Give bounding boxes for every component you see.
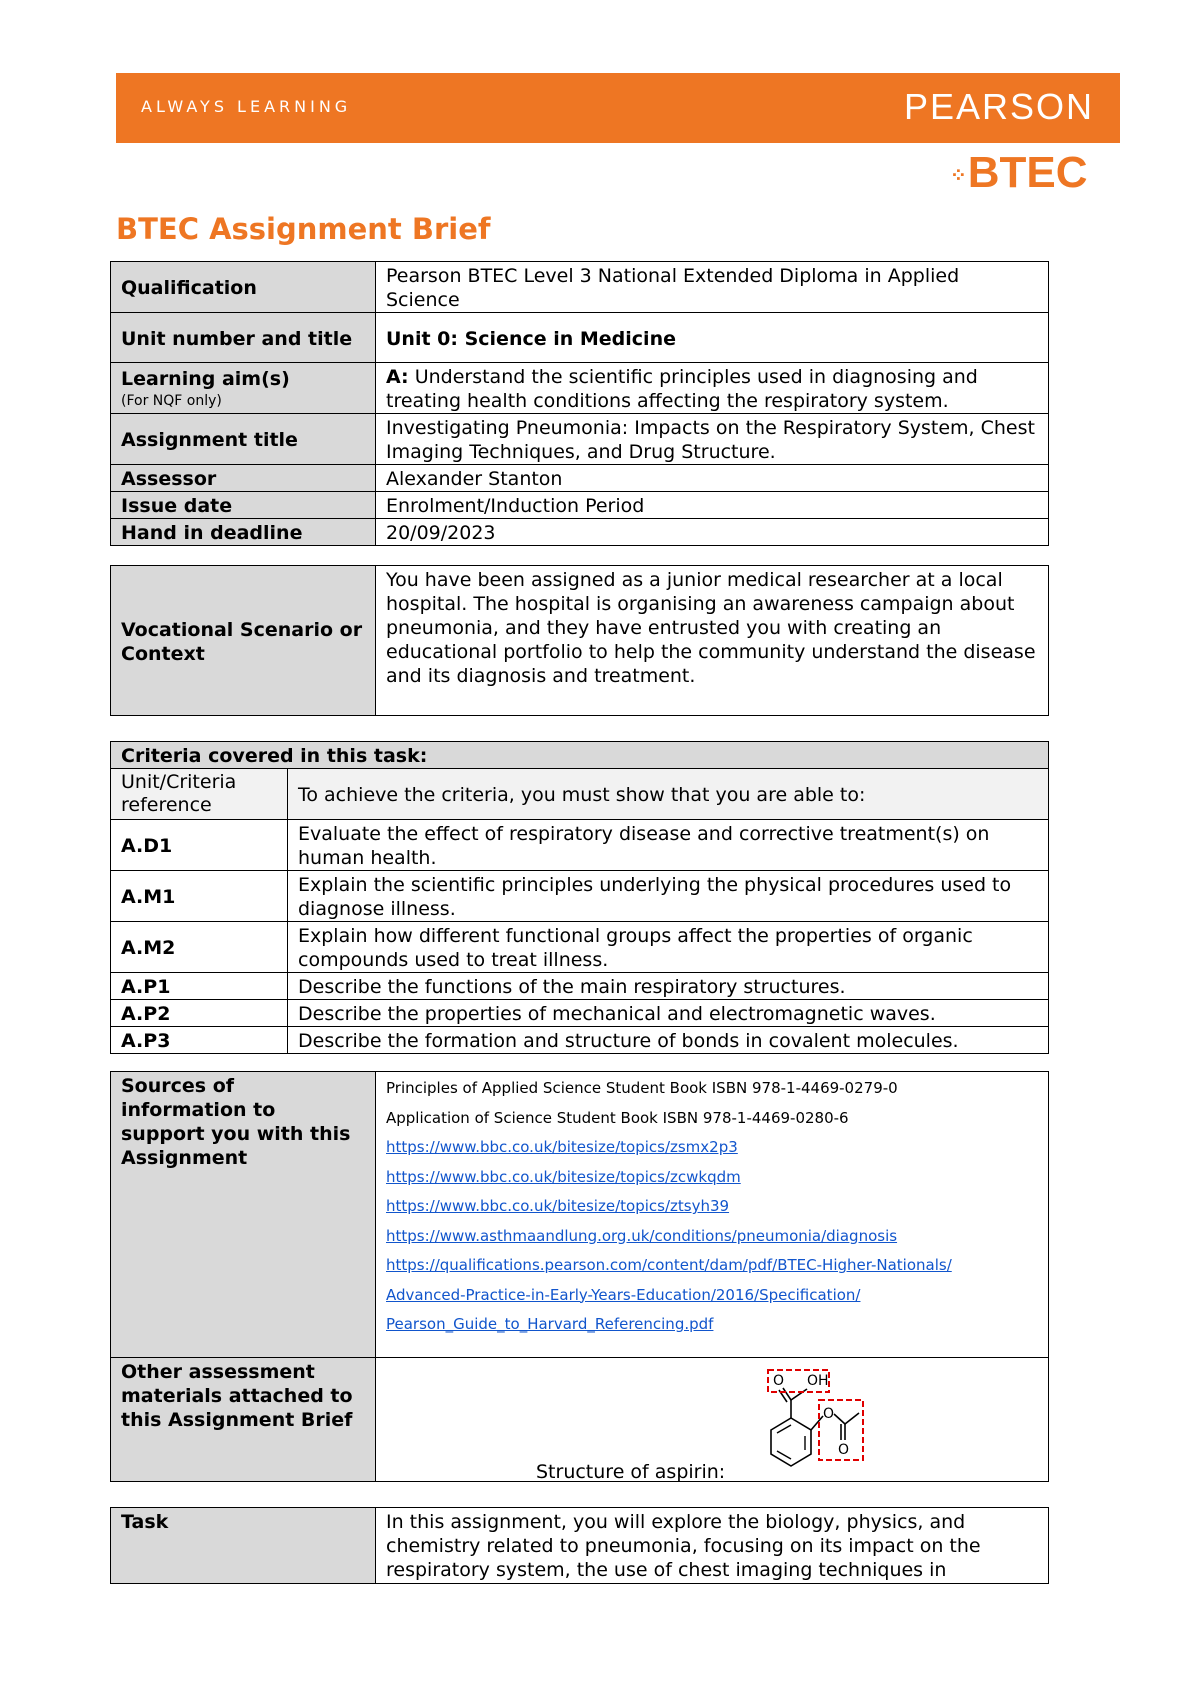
aspirin-figure <box>376 1358 1048 1483</box>
source-link[interactable]: https://www.bbc.co.uk/bitesize/topics/zsmx2p3 <box>386 1138 738 1156</box>
qualification-label: Qualification <box>111 262 376 313</box>
tagline: ALWAYS LEARNING <box>141 97 352 116</box>
source-link[interactable]: Pearson_Guide_to_Harvard_Referencing.pdf <box>386 1315 714 1333</box>
info-table <box>110 261 1049 546</box>
criteria-col-desc: To achieve the criteria, you must show that you are able to: <box>288 769 1049 820</box>
scenario-table <box>110 565 1049 716</box>
scenario-text: You have been assigned as a junior medical researcher at a local hospital. The hospital is organising an awareness campaign about pneumonia, and they have entrusted you with creating an educational portfolio to help the community understand the disease and its diagnosis and treatment. <box>376 566 1049 716</box>
assessor-value: Alexander Stanton <box>376 465 1049 492</box>
criteria-desc: Explain how different functional groups affect the properties of organic compounds used to treat illness. <box>288 922 1049 973</box>
criteria-ref: A.P2 <box>111 1000 288 1027</box>
assessor-label: Assessor <box>111 465 376 492</box>
task-label: Task <box>111 1508 376 1584</box>
source-link[interactable]: https://www.bbc.co.uk/bitesize/topics/ztsyh39 <box>386 1197 730 1215</box>
criteria-ref: A.M2 <box>111 922 288 973</box>
sources-table <box>110 1071 1049 1482</box>
source-book: Principles of Applied Science Student Book ISBN 978-1-4469-0279-0 <box>386 1079 898 1097</box>
aspirin-structure-icon <box>741 1358 891 1478</box>
assignment-value: Investigating Pneumonia: Impacts on the Respiratory System, Chest Imaging Techniques, and Drug Structure. <box>376 414 1049 465</box>
hydroxyl-label: OH <box>807 1373 829 1389</box>
criteria-heading: Criteria covered in this task: <box>111 742 1049 769</box>
ester-oxygen-label: O <box>823 1406 835 1422</box>
criteria-desc: Describe the formation and structure of bonds in covalent molecules. <box>288 1027 1049 1054</box>
header-banner <box>116 73 1120 143</box>
criteria-ref: A.P1 <box>111 973 288 1000</box>
source-link[interactable]: Advanced-Practice-in-Early-Years-Education/2016/Specification/ <box>386 1285 861 1304</box>
document-title: BTEC Assignment Brief <box>116 212 491 246</box>
deadline-label: Hand in deadline <box>111 519 376 546</box>
task-table <box>110 1507 1049 1584</box>
unit-value: Unit 0: Science in Medicine <box>376 313 1049 363</box>
scenario-label: Vocational Scenario or Context <box>111 566 376 716</box>
carboxyl-oxygen-label: O <box>773 1373 785 1389</box>
criteria-desc: Explain the scientific principles underlying the physical procedures used to diagnose illness. <box>288 871 1049 922</box>
aim-note: (For NQF only) <box>121 393 222 409</box>
source-link[interactable]: https://www.asthmaandlung.org.uk/conditions/pneumonia/diagnosis <box>386 1226 898 1245</box>
materials-label: Other assessment materials attached to this Assignment Brief <box>111 1358 376 1482</box>
aim-value-cell <box>376 363 1049 414</box>
deadline-value: 20/09/2023 <box>376 519 1049 546</box>
qualification-value: Pearson BTEC Level 3 National Extended Diploma in Applied Science <box>376 262 1049 313</box>
criteria-ref: A.P3 <box>111 1027 288 1054</box>
sources-list <box>376 1072 1049 1358</box>
materials-cell <box>376 1358 1049 1482</box>
aim-label-cell <box>111 363 376 414</box>
aim-value: Understand the scientific principles used in diagnosing and treating health conditions affecting the respiratory system. <box>386 366 978 412</box>
btec-logo: ⁘BTEC <box>950 148 1088 197</box>
aim-label: Learning aim(s) <box>121 368 290 390</box>
carbonyl-oxygen-label: O <box>838 1442 850 1458</box>
pearson-logo: PEARSON <box>903 86 1094 127</box>
issue-label: Issue date <box>111 492 376 519</box>
unit-label: Unit number and title <box>111 313 376 363</box>
source-link[interactable]: https://qualifications.pearson.com/content/dam/pdf/BTEC-Higher-Nationals/ <box>386 1256 952 1274</box>
criteria-desc: Evaluate the effect of respiratory disease and corrective treatment(s) on human health. <box>288 820 1049 871</box>
aspirin-caption: Structure of aspirin: <box>536 1461 726 1483</box>
aim-prefix: A: <box>386 366 409 388</box>
task-text: In this assignment, you will explore the biology, physics, and chemistry related to pneumonia, focusing on its impact on the respiratory system, the use of chest imaging techniques in <box>376 1508 1049 1584</box>
criteria-ref: A.M1 <box>111 871 288 922</box>
source-link[interactable]: https://www.bbc.co.uk/bitesize/topics/zcwkqdm <box>386 1167 741 1186</box>
source-book: Application of Science Student Book ISBN 978-1-4469-0280-6 <box>386 1108 849 1127</box>
criteria-desc: Describe the functions of the main respiratory structures. <box>288 973 1049 1000</box>
criteria-table <box>110 741 1049 1054</box>
issue-value: Enrolment/Induction Period <box>376 492 1049 519</box>
btec-dots-icon: ⁘ <box>950 164 966 187</box>
criteria-ref: A.D1 <box>111 820 288 871</box>
criteria-desc: Describe the properties of mechanical and electromagnetic waves. <box>288 1000 1049 1027</box>
sources-label: Sources of information to support you with this Assignment <box>111 1072 376 1358</box>
criteria-col-ref: Unit/Criteria reference <box>111 769 288 820</box>
assignment-label: Assignment title <box>111 414 376 465</box>
